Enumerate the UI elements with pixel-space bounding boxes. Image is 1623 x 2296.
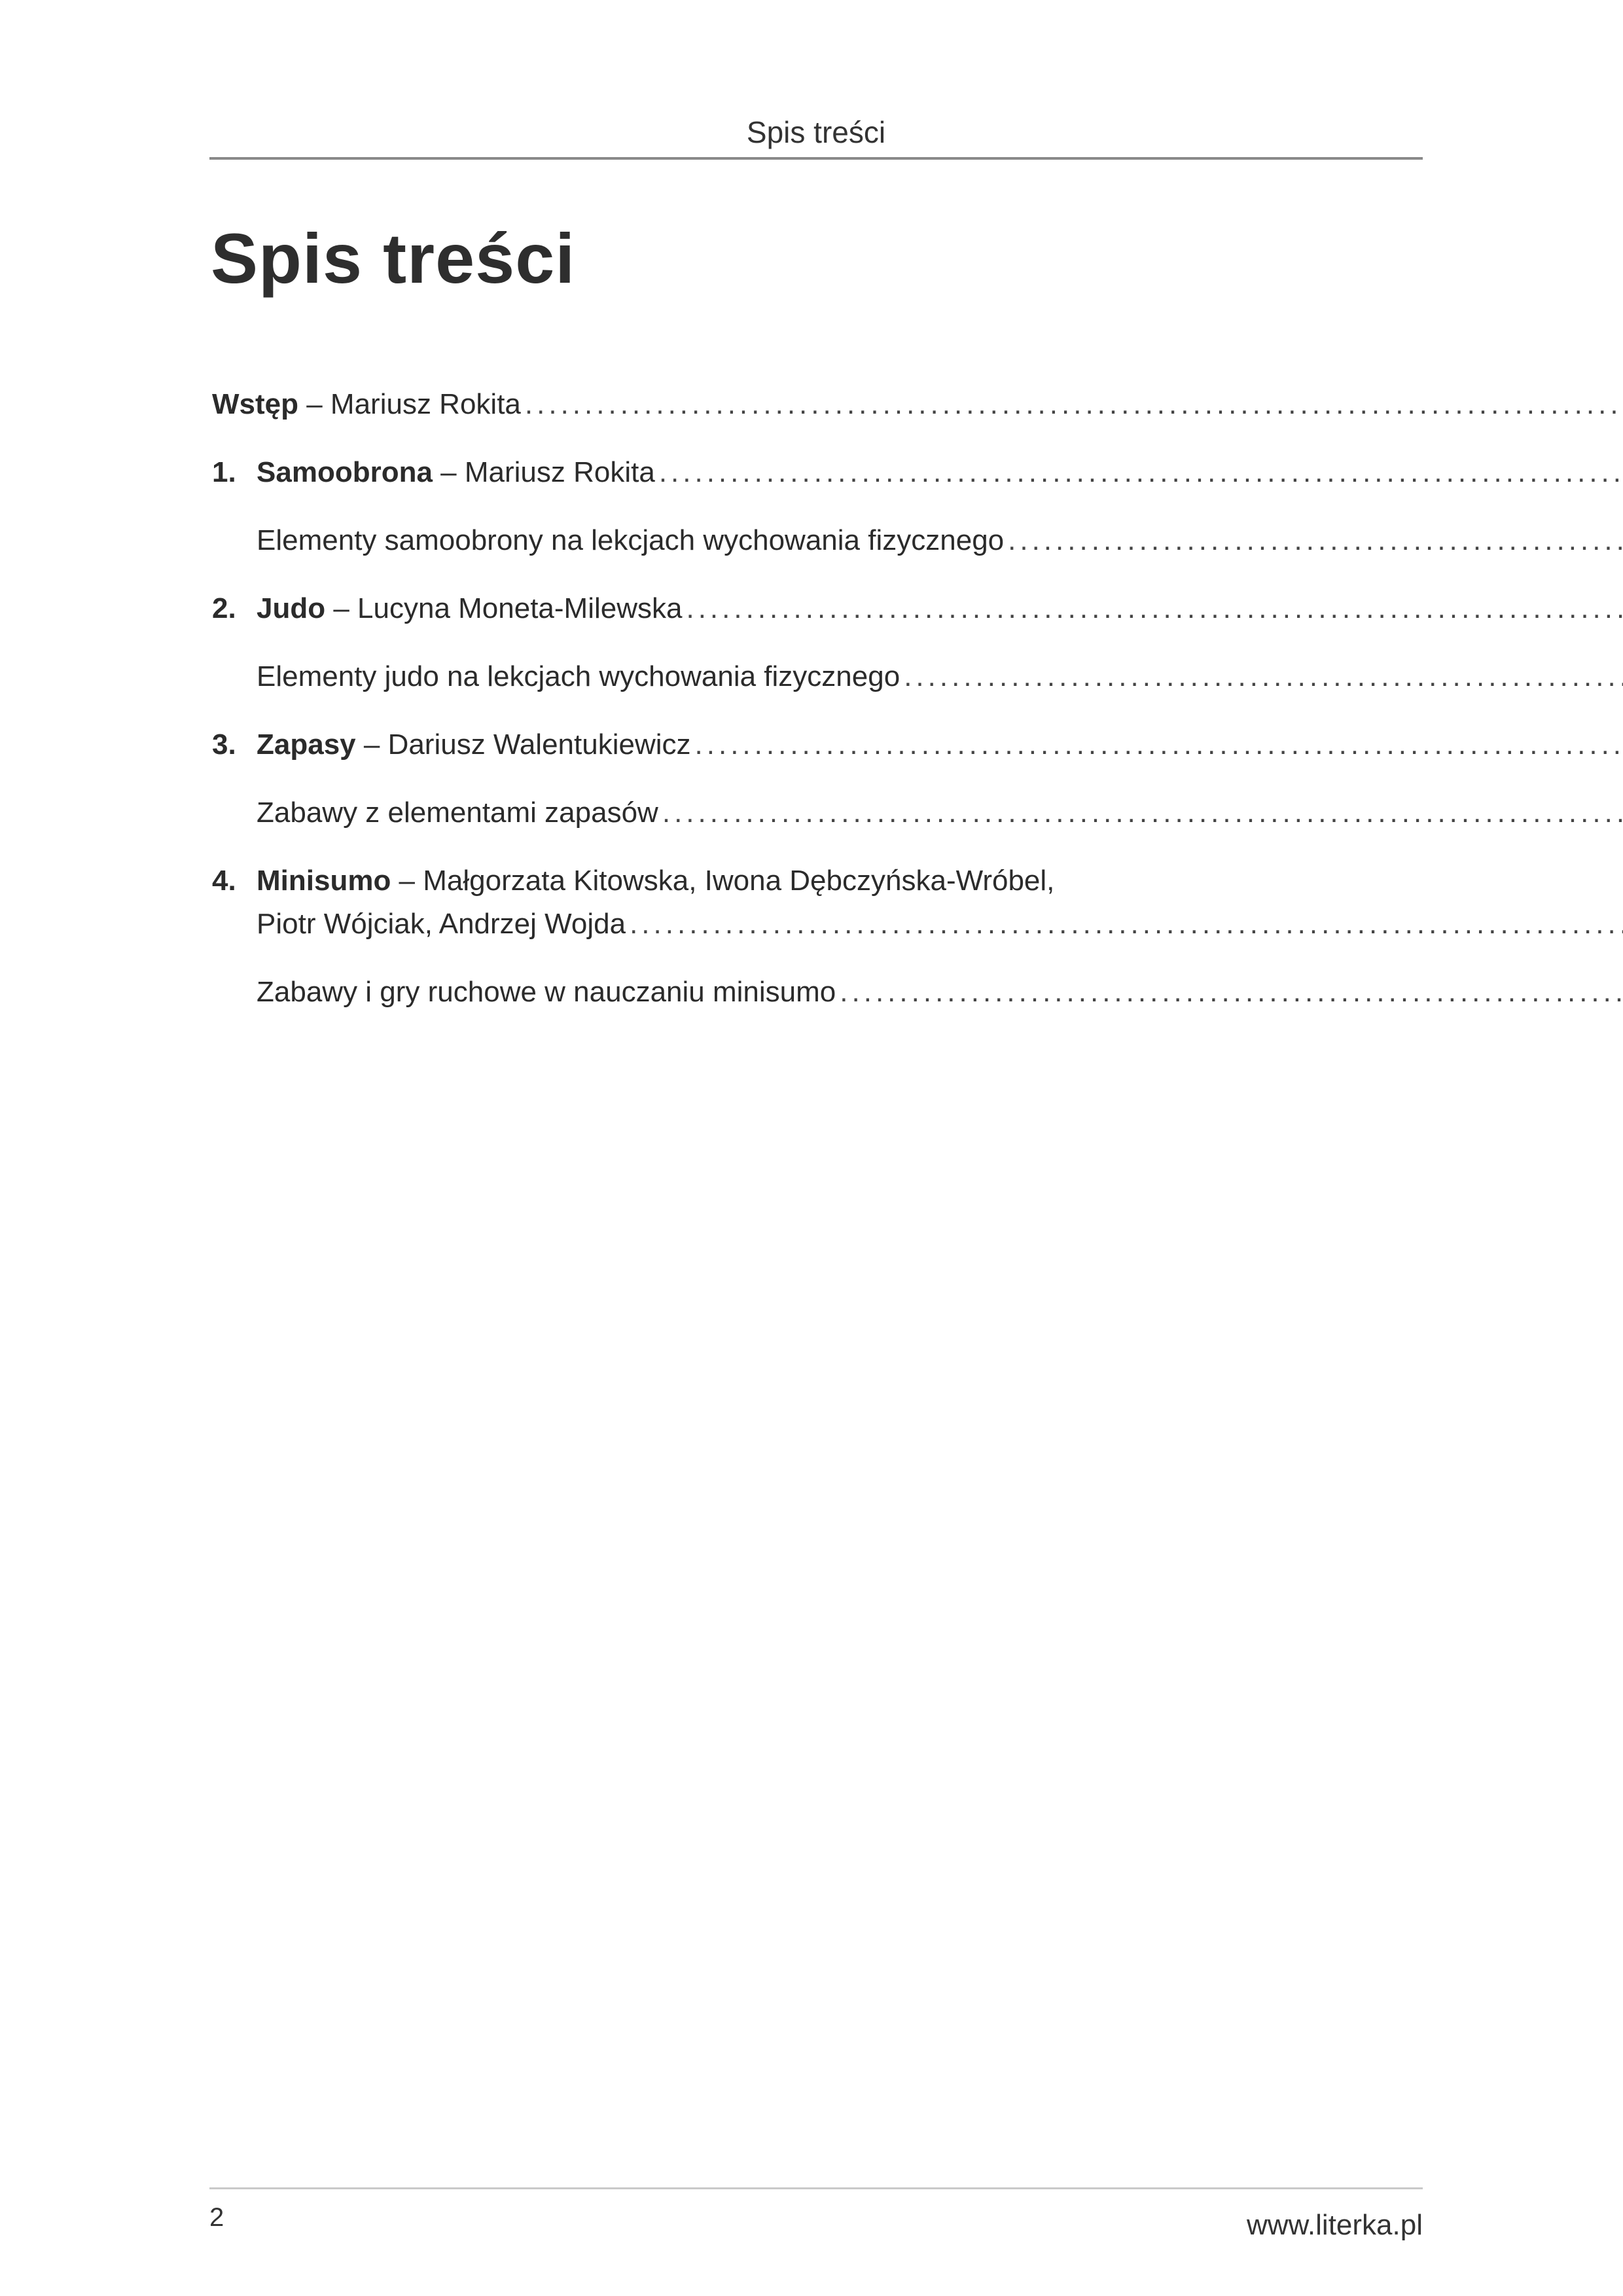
toc-entry-label: Minisumo (257, 865, 391, 897)
toc-entry-body (212, 383, 1623, 426)
toc-subentry-zapasy[interactable] (212, 791, 1416, 834)
toc-line (257, 791, 1623, 834)
toc-leader-dots (525, 383, 1623, 426)
toc-entry-text (257, 859, 1054, 903)
toc-line (257, 971, 1623, 1014)
toc-entry-zapasy[interactable] (212, 723, 1416, 766)
toc-entry-separator: – (325, 592, 358, 624)
toc-entry-wstep[interactable] (212, 383, 1416, 426)
toc-subentry-text: Zabawy z elementami zapasów (257, 797, 658, 829)
toc-entry-author: Mariusz Rokita (464, 456, 655, 488)
toc-leader-dots (695, 723, 1623, 766)
toc-leader-dots (840, 971, 1623, 1014)
toc-leader-dots (659, 451, 1623, 494)
toc-leader-dots (686, 587, 1623, 630)
footer-rule (209, 2187, 1423, 2189)
toc-entry-label: Wstęp (212, 388, 298, 420)
toc-entry-text (257, 723, 691, 766)
toc-entry-minisumo[interactable] (212, 859, 1416, 946)
toc-line (257, 655, 1623, 698)
toc-entry-label: Samoobrona (257, 456, 433, 488)
toc-entry-body (257, 859, 1623, 946)
running-header: Spis treści (746, 115, 886, 149)
toc-entry-author: Lucyna Moneta-Milewska (357, 592, 683, 624)
toc-line (257, 903, 1623, 946)
toc-entry-body (257, 791, 1623, 834)
toc-entry-body (257, 971, 1623, 1014)
toc-leader-dots (904, 655, 1623, 698)
toc-subentry-text: Elementy judo na lekcjach wychowania fizycznego (257, 660, 901, 692)
toc-chapter-number: 3. (212, 728, 236, 761)
toc-entry-author: Mariusz Rokita (330, 388, 521, 420)
toc-line (257, 587, 1623, 630)
toc-chapter-number: 4. (212, 865, 236, 897)
toc-subentry-text: Elementy samoobrony na lekcjach wychowania fizycznego (257, 524, 1005, 556)
toc-subentry-minisumo[interactable] (212, 971, 1416, 1014)
toc-entry-text (257, 587, 682, 630)
toc-line (257, 723, 1623, 766)
toc-entry-samoobrona[interactable] (212, 451, 1416, 494)
toc-chapter-number: 1. (212, 456, 236, 488)
toc-entry-text (257, 451, 655, 494)
toc-chapter-number: 2. (212, 592, 236, 624)
toc-entry-separator: – (298, 388, 330, 420)
toc-entry-body (257, 519, 1623, 562)
toc-leader-dots (662, 791, 1623, 834)
toc-entry-author-continued: Piotr Wójciak, Andrzej Wojda (257, 908, 626, 940)
toc-entry-text (212, 383, 521, 426)
toc-leader-dots (1008, 519, 1623, 562)
toc-subentry-samoobrona[interactable] (212, 519, 1416, 562)
toc-entry-author: Małgorzata Kitowska, Iwona Dębczyńska-Wróbel, (423, 865, 1055, 897)
toc-leader-dots (630, 903, 1623, 946)
header-rule (209, 157, 1423, 160)
toc-entry-body (257, 723, 1623, 766)
toc-line (257, 519, 1623, 562)
footer-url-link[interactable]: www.literka.pl (1247, 2209, 1423, 2241)
toc-line (257, 859, 1623, 903)
toc-entry-body (257, 655, 1623, 698)
page-title: Spis treści (211, 219, 576, 298)
toc-entry-separator: – (391, 865, 423, 897)
toc-entry-separator: – (355, 728, 388, 761)
page-number: 2 (209, 2203, 224, 2232)
toc-entry-separator: – (432, 456, 465, 488)
toc-subentry-text: Zabawy i gry ruchowe w nauczaniu minisumo (257, 976, 836, 1008)
toc-entry-label: Judo (257, 592, 326, 624)
toc-subentry-judo[interactable] (212, 655, 1416, 698)
toc-entry-body (257, 587, 1623, 630)
toc-entry-label: Zapasy (257, 728, 356, 761)
toc-entry-author: Dariusz Walentukiewicz (387, 728, 691, 761)
toc-entry-judo[interactable] (212, 587, 1416, 630)
toc-line (257, 451, 1623, 494)
table-of-contents (212, 383, 1416, 1014)
toc-entry-body (257, 451, 1623, 494)
toc-line (212, 383, 1623, 426)
